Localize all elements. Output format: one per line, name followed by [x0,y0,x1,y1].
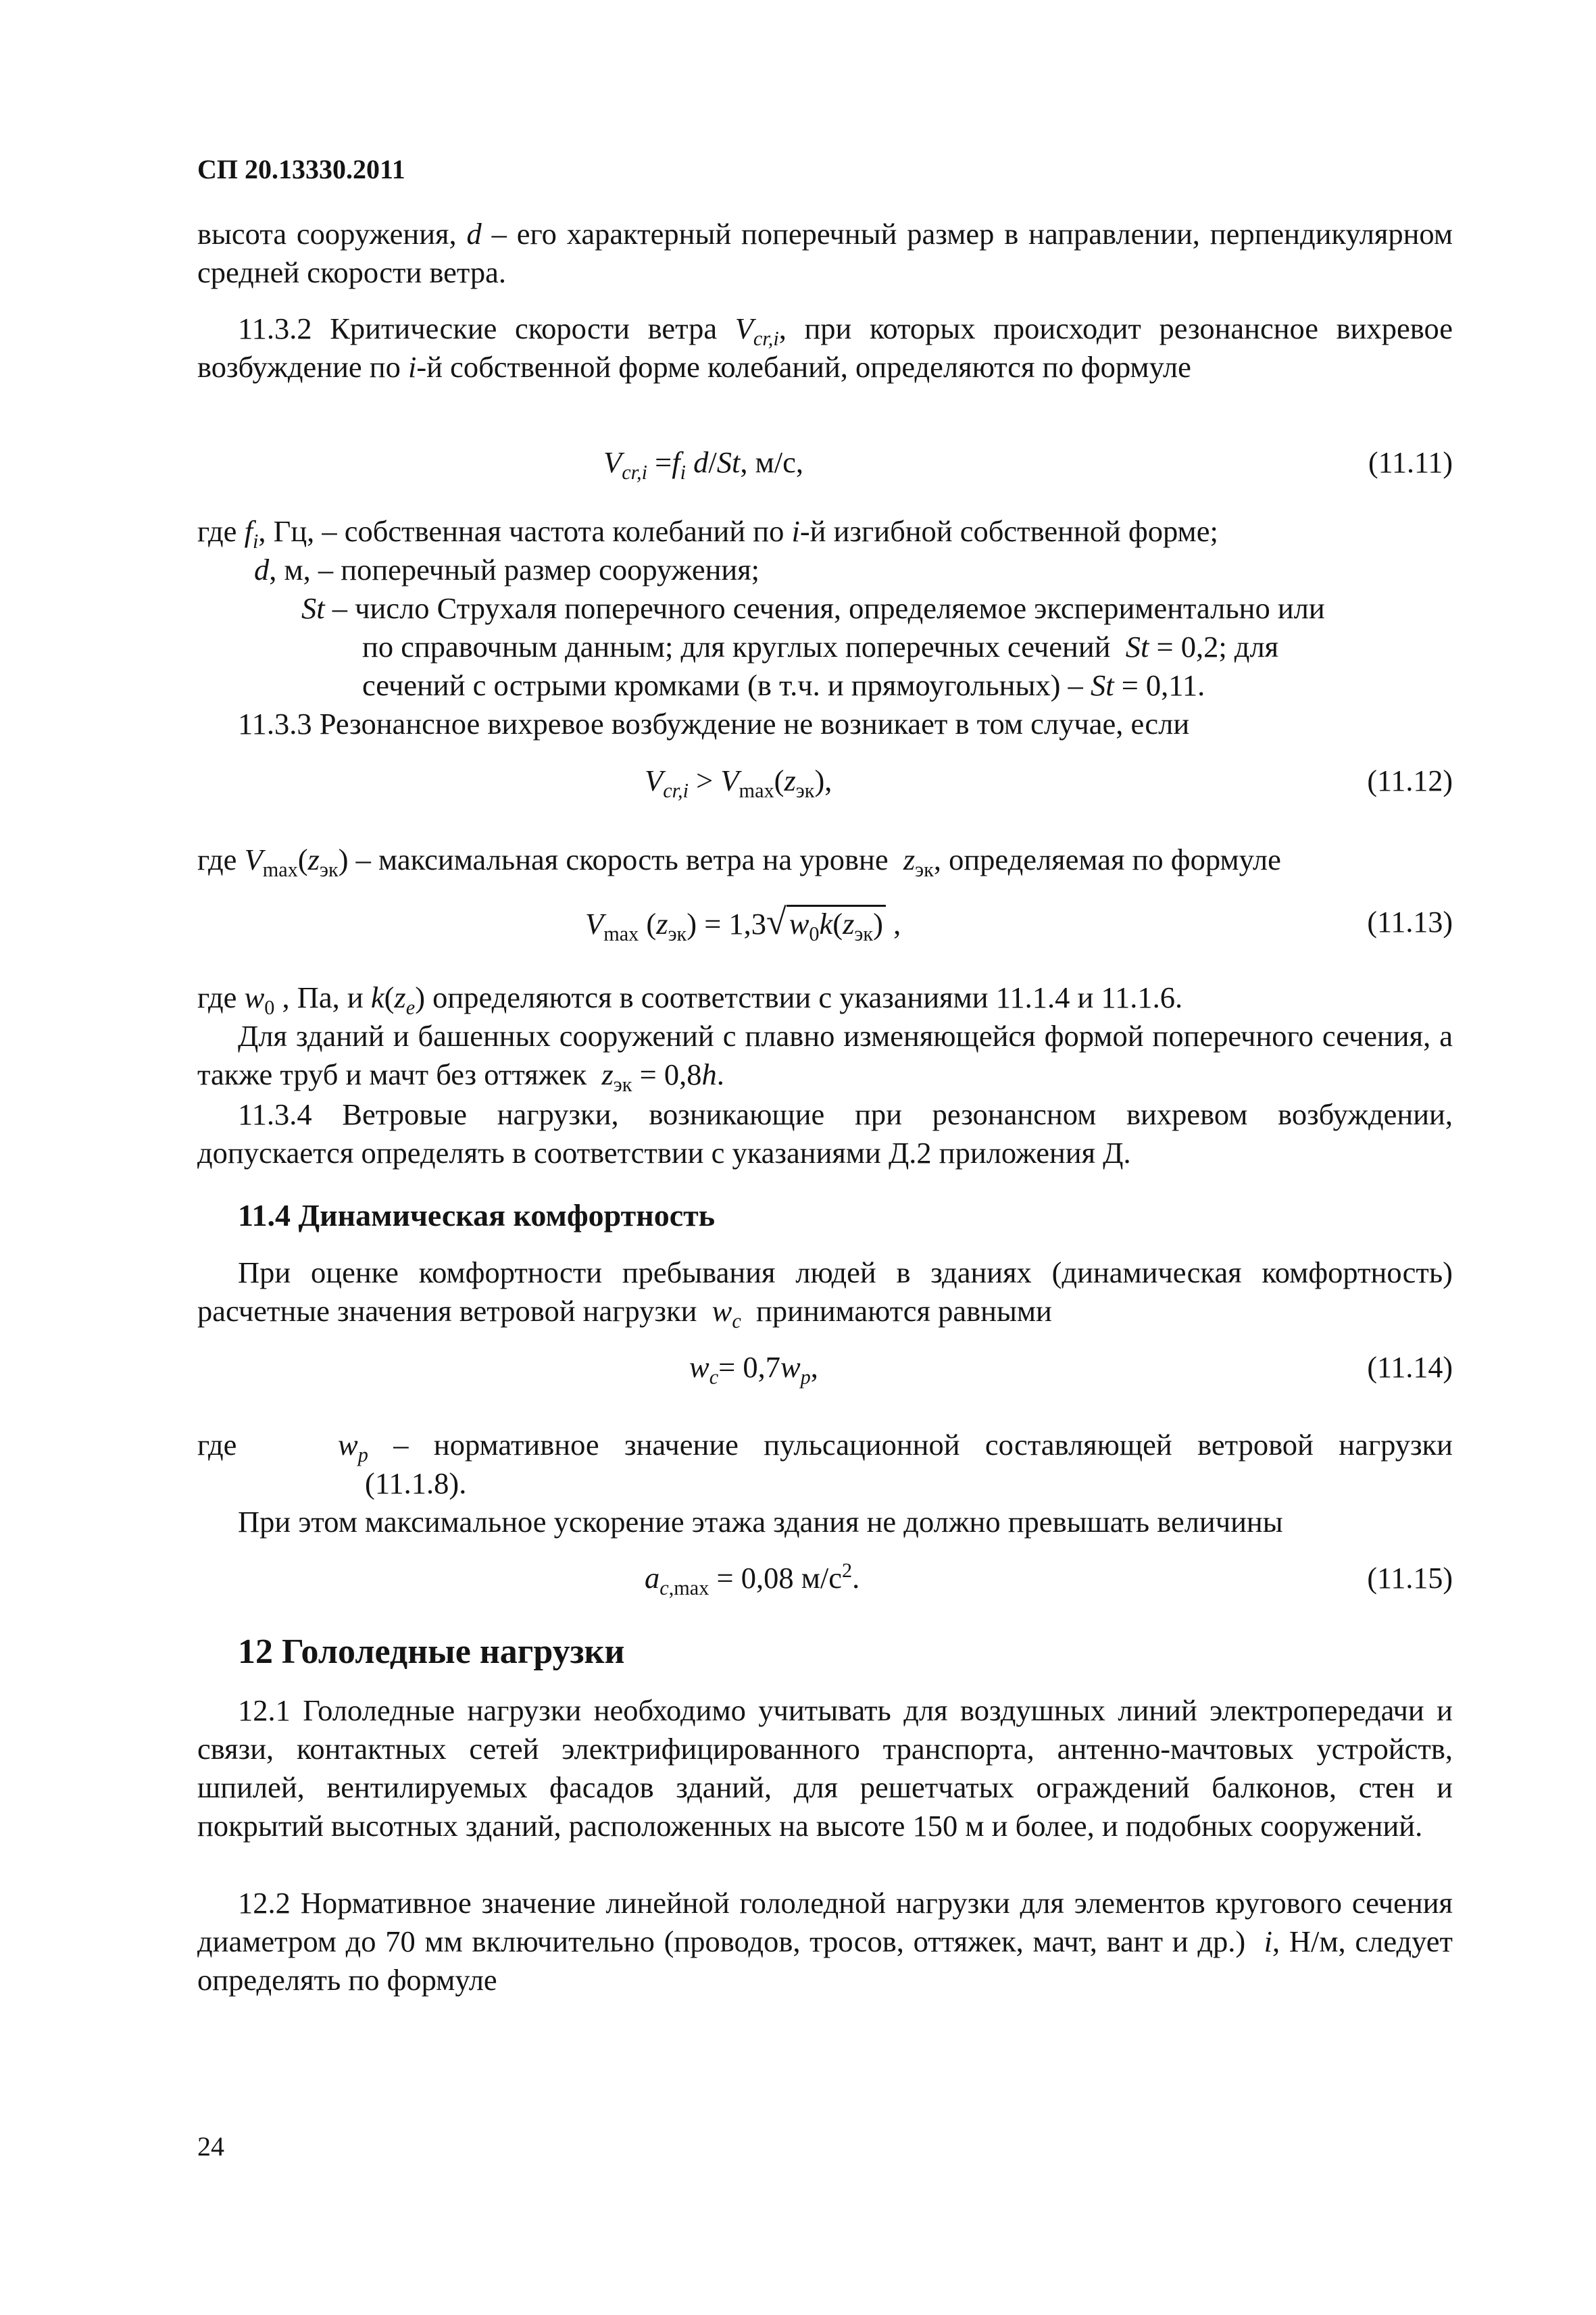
where-w0-line: где $w_0$ , Па, и $k(z_e)$ определяются в соответствии с указаниями 11.1.4 и 11.1.6. [197,980,1183,1019]
document-header: СП 20.13330.2011 [197,154,405,184]
where-st-line-1: St – число Струхаля поперечного сечения, определяемое экспериментально или [301,591,1325,625]
where-d-line: d, м, – поперечный размер сооружения; [254,553,760,587]
where-st-line-2: по справочным данным; для круглых поперечных сечений St = 0,2; для [362,630,1279,664]
heading-11-4: 11.4 Динамическая комфортность [238,1198,716,1233]
paragraph-12-1: 12.1 Гололедные нагрузки необходимо учитывать для воздушных линий электропередачи и связи, контактных сетей электрифицированного транспорта, антенно-мачтовых устройств, шпилей, вентилируемых фасадов зданий, для решетчатых ограждений балконов, стен и покрытий высотных зданий, расположенных на высоте 150 м и более, и подобных сооружений. [197,1693,1453,1843]
equation-number-11-15: (11.15) [1367,1562,1453,1595]
paragraph-dynamic-comfort: При оценке комфортности пребывания людей в зданиях (динамическая комфортность) расчетные значения ветровой нагрузки $w_c$ принимаются равными [197,1255,1453,1333]
equation-11-15: $a_{c,max} = 0,08$ $м/с^2$. [645,1559,860,1599]
where-wp-line-2: (11.1.8). [365,1466,467,1500]
where-fi-line: где $f_i$, Гц, – собственная частота колебаний по i-й изгибной собственной форме; [197,514,1218,553]
equation-number-11-12: (11.12) [1367,764,1453,797]
paragraph-11-3-2: 11.3.2 Критические скорости ветра $V_{cr,i}$, при которых происходит резонансное вихревое возбуждение по i-й собственной форме колебаний, определяются по формуле [197,312,1453,384]
equation-11-12: $V_{cr,i} > V_{max}(z_{эк})$, [645,764,832,802]
paragraph-height-description: высота сооружения, d – его характерный поперечный размер в направлении, перпендикулярном средней скорости ветра. [197,217,1453,289]
paragraph-towers: Для зданий и башенных сооружений с плавно изменяющейся формой поперечного сечения, а также труб и мачт без оттяжек $z_{эк} = 0,8h$. [197,1019,1453,1096]
where-wp-line-1: где $w_p$ – нормативное значение пульсационной составляющей ветровой нагрузки [197,1428,1453,1466]
equation-11-13: $V_{max}$ $(z_{эк}) = 1,3√w_0k(z_{эк})$ , [585,901,901,945]
equation-number-11-14: (11.14) [1367,1351,1453,1384]
paragraph-11-3-3: 11.3.3 Резонансное вихревое возбуждение не возникает в том случае, если [238,707,1190,741]
paragraph-max-acceleration: При этом максимальное ускорение этажа здания не должно превышать величины [238,1505,1283,1539]
where-st-line-3: сечений с острыми кромками (в т.ч. и прямоугольных) – St = 0,11. [362,668,1205,702]
heading-12: 12 Гололедные нагрузки [238,1633,625,1671]
where-vmax-line: где $V_{max}(z_{эк})$ – максимальная скорость ветра на уровне $z_{эк}$, определяемая по формуле [197,843,1281,881]
equation-11-14: $w_c= 0,7w_p$, [689,1350,818,1389]
paragraph-12-2: 12.2 Нормативное значение линейной гололедной нагрузки для элементов кругового сечения диаметром до 70 мм включительно (проводов, тросов, оттяжек, мачт, вант и др.) i, Н/м, следует определять по формуле [197,1886,1453,1997]
equation-number-11-11: (11.11) [1368,446,1453,479]
page-number: 24 [197,2131,224,2162]
equation-number-11-13: (11.13) [1367,905,1453,939]
paragraph-11-3-4: 11.3.4 Ветровые нагрузки, возникающие при резонансном вихревом возбуждении, допускается определять в соответствии с указаниями Д.2 приложения Д. [197,1097,1453,1170]
equation-11-11: $V_{cr,i} =f_i$ d/St, м/с, [603,445,804,484]
